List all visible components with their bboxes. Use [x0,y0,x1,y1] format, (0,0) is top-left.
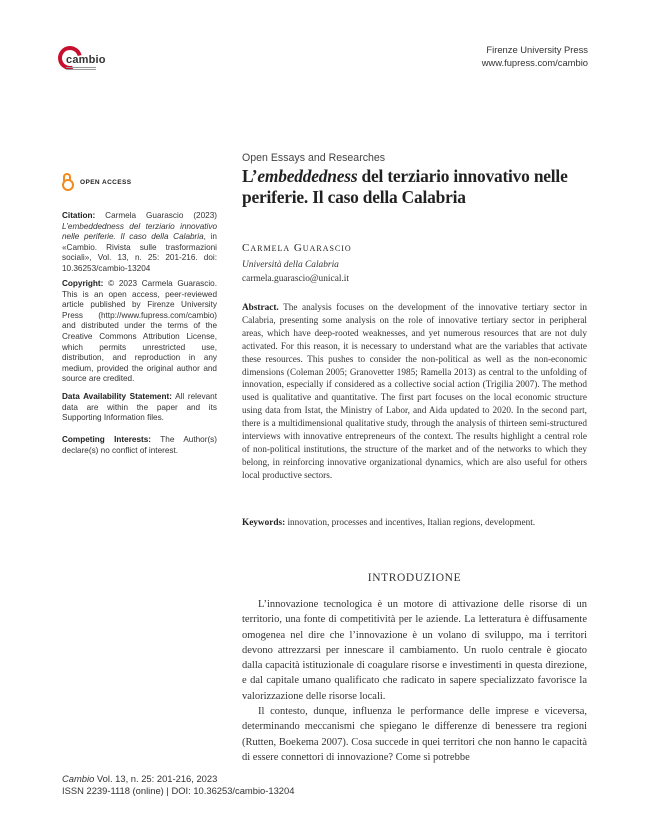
citation-label: Citation: [62,211,96,220]
keywords-label: Keywords: [242,518,286,528]
publisher-url[interactable]: www.fupress.com/cambio [481,57,588,68]
author-email[interactable]: carmela.guarascio@unical.it [242,274,350,284]
publisher-name: Firenze University Press [486,44,588,55]
data-availability-label: Data Availability Statement: [62,392,172,401]
open-access-icon [62,173,74,191]
copyright-label: Copyright: [62,279,104,288]
article-title [242,166,587,208]
footer-journal: Cambio [62,773,95,784]
competing-interests-text: The Author(s) declare(s) no conflict of interest. [62,435,217,455]
section-label: Open Essays and Researches [242,152,386,164]
competing-interests-block [62,435,217,456]
open-access-label: OPEN ACCESS [80,178,132,186]
abstract [242,302,587,483]
paragraph: Il contesto, dunque, influenza le performance delle imprese e viceversa, determinando meccanismi che spiegano le differenze di benessere tra regioni (Rutten, Boekema 2007). Cosa succede in quei territori che non hanno le capacità di essere connettori di innovazione? Come si potrebbe [242,706,587,763]
footer-volume: Vol. 13, n. 25: 201-216, 2023 [94,773,218,784]
footer-line-1 [62,773,294,785]
journal-logo [54,42,114,78]
page-footer [62,773,294,797]
logo-decoration [66,67,96,73]
logo-text: cambio [66,54,106,66]
open-access-badge [62,173,131,191]
keywords [242,518,587,528]
publisher-info [482,43,588,69]
footer-line-2: ISSN 2239-1118 (online) | DOI: 10.36253/cambio-13204 [62,785,295,797]
author-affiliation: Università della Calabria [242,260,339,270]
section-heading: INTRODUZIONE [367,572,462,584]
keywords-text: innovation, processes and incentives, Italian regions, development. [285,518,536,528]
citation-text-2: , in «Cambio. Rivista sulle trasformazioni sociali», Vol. 13, n. 25: 201-216. doi: 10.36253/cambio-13204 [62,232,217,273]
abstract-text: The analysis focuses on the development of the innovative tertiary sector in Calabria, presenting some analysis on the role of innovative tertiary sector in peripheral areas, which have deep-rooted weaknesses, and yet numerous resources that are not duly activated. For this reason, it is necessary to understand what are the variables that activate these resources. This pushes to consider the non-political as well as the non-economic dimensions (Coleman 2005; Granovetter 1985; Ramella 2013) as central to the unfolding of innovation, especially if considered as a collective social action (Trigilia 2007). The method used is qualitative and quantitative. The first part focuses on the local economic structure using data from Istat, the Ministry of Labor, and Aida updated to 2020. In the second part, there is a multidimensional qualitative study, through the analysis of thirteen semi-structured interviews with innovative entrepreneurs of the context. The results highlight a central role of non-political institutions, the structure of the market and of the networks to which they belong, in reinforcing innovative organizational dynamics, which are also useful for others local productive sectors. [242,303,587,481]
competing-interests-label: Competing Interests: [62,435,152,444]
data-availability-block [62,392,217,424]
data-availability-text: All relevant data are within the paper and its Supporting Information files. [62,392,217,423]
title-rest: del terziario innovativo nelle periferie. Il caso della Calabria [242,166,568,207]
citation-title: L’embeddedness del terziario innovativo nelle periferie. Il caso della Calabria [62,221,217,242]
copyright-text: © 2023 Carmela Guarascio. This is an open access, peer-reviewed article published by Firenze University Press (http://www.fupress.com/cambio) and distributed under the terms of the Creative Commons Attribution License, which permits unrestricted use, distribution, and reproduction in any medium, provided the original author and source are credited. [62,279,217,384]
body-text [242,597,587,765]
citation-text-1: Carmela Guarascio (2023) [95,211,217,220]
copyright-block [62,279,217,385]
title-prefix: L’ [242,166,258,186]
paragraph: L’innovazione tecnologica è un motore di attivazione delle risorse di un territorio, una fonte di competitività per le aziende. La letteratura è diffusamente omogenea nel dire che l’innovazione è un volano di sviluppo, ma i territori devono attrezzarsi per innescare il cambiamento. Un ruolo centrale è giocato dalla capacità istituzionale di coagulare risorse e investimenti in questa direzione, e dal capitale umano qualificato che radicato in sapere specializzato favorisce la valorizzazione delle risorse locali. [242,599,587,702]
author-name: Carmela Guarascio [242,242,352,254]
citation-block [62,211,217,275]
abstract-label: Abstract. [242,303,279,313]
title-italic: embeddedness [257,166,358,186]
